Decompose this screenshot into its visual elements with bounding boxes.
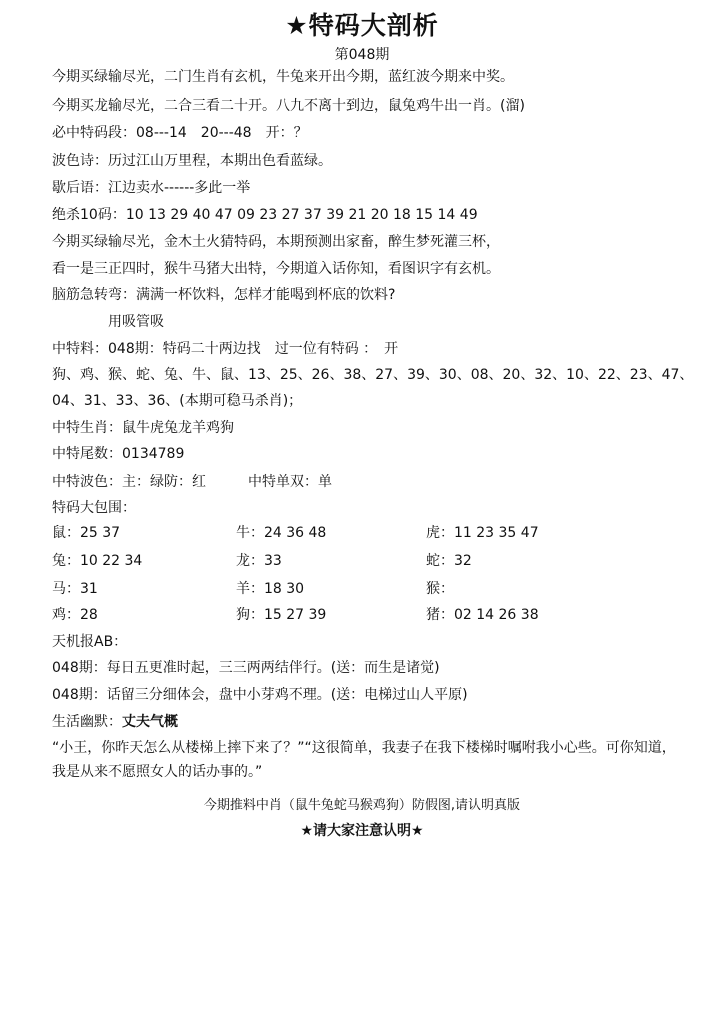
special-color: 中特波色：主：绿防：红 xyxy=(52,474,206,490)
zodiac-cell: 鸡：28 xyxy=(52,607,98,623)
humor-label: 生活幽默： xyxy=(52,714,122,730)
special-material: 中特料：048期：特码二十两边找 过一位有特码 ： 开 xyxy=(52,341,399,357)
zodiac-cell: 鼠：25 37 xyxy=(52,525,121,541)
color-poem: 波色诗：历过江山万里程，本期出色看蓝绿。 xyxy=(52,153,332,169)
footer-notice: ★请大家注意认明★ xyxy=(300,823,424,839)
zodiac-cell: 虎：11 23 35 47 xyxy=(426,525,539,541)
zodiac-cell: 狗：15 27 39 xyxy=(236,607,327,623)
special-odd-even: 中特单双：单 xyxy=(248,474,332,490)
issue-number: 第048期 xyxy=(334,47,390,63)
zodiac-cell: 蛇：32 xyxy=(426,553,472,569)
footer-note: 今期推料中肖（鼠牛兔蛇马猴鸡狗）防假图,请认明真版 xyxy=(203,798,521,813)
humor-story: “小王，你昨天怎么从楼梯上摔下来了？”“这很简单，我妻子在我下楼梯时嘱咐我小心些。可你知道，我是从来不愿照女人的话办事的。” xyxy=(52,740,676,780)
riddle: 脑筋急转弯：满满一杯饮料，怎样才能喝到杯底的饮料? xyxy=(52,287,396,303)
number-list-1: 狗、鸡、猴、蛇、兔、牛、鼠、13、25、26、38、27、39、30、08、20、32、10、22、23、47、 xyxy=(52,367,694,383)
kill-numbers: 绝杀10码：10 13 29 40 47 09 23 27 37 39 21 20 18 15 14 49 xyxy=(52,207,478,223)
verse-line-3: 今期买绿输尽光，金木土火猜特码，本期预测出家畜，醉生梦死灌三杯， xyxy=(52,234,500,250)
verse-line-4: 看一是三正四时，猴牛马猪大出特，今期道入话你知，看图识字有玄机。 xyxy=(52,261,500,277)
tianji-heading: 天机报AB： xyxy=(52,634,128,650)
zodiac-grid xyxy=(52,522,684,632)
special-range: 必中特码段：08---14 20---48 开：？ xyxy=(52,125,308,141)
tianji-ab-1: 048期：每日五更准时起，三三两两结伴行。(送：而生是诸觉) xyxy=(52,660,440,676)
zodiac-cell: 猪：02 14 26 38 xyxy=(426,607,539,623)
zodiac-cell: 羊：18 30 xyxy=(236,581,305,597)
proverb: 歇后语：江边卖水------多此一举 xyxy=(52,180,251,196)
zodiac-cell: 兔：10 22 34 xyxy=(52,553,143,569)
zodiac-cell: 龙：33 xyxy=(236,553,282,569)
humor-heading xyxy=(52,711,178,731)
zodiac-cell: 猴： xyxy=(426,581,454,597)
number-list-2: 04、31、33、36、(本期可稳马杀肖)； xyxy=(52,393,303,409)
verse-line-2: 今期买龙输尽光，二合三看二十开。八九不离十到边，鼠兔鸡牛出一肖。(溜) xyxy=(52,98,525,114)
verse-line-1: 今期买绿输尽光，二门生肖有玄机，牛兔来开出今期，蓝红波今期来中奖。 xyxy=(52,69,514,85)
humor-title: 丈夫气概 xyxy=(122,714,178,730)
page-title: ★特码大剖析 xyxy=(285,11,439,40)
zodiac-cell: 马：31 xyxy=(52,581,98,597)
riddle-answer: 用吸管吸 xyxy=(108,314,164,330)
special-tail: 中特尾数：0134789 xyxy=(52,446,185,462)
special-zodiac: 中特生肖：鼠牛虎兔龙羊鸡狗 xyxy=(52,420,234,436)
grid-heading: 特码大包围： xyxy=(52,500,136,516)
tianji-ab-2: 048期：话留三分细体会，盘中小芽鸡不理。(送：电梯过山人平原) xyxy=(52,687,468,703)
zodiac-cell: 牛：24 36 48 xyxy=(236,525,327,541)
